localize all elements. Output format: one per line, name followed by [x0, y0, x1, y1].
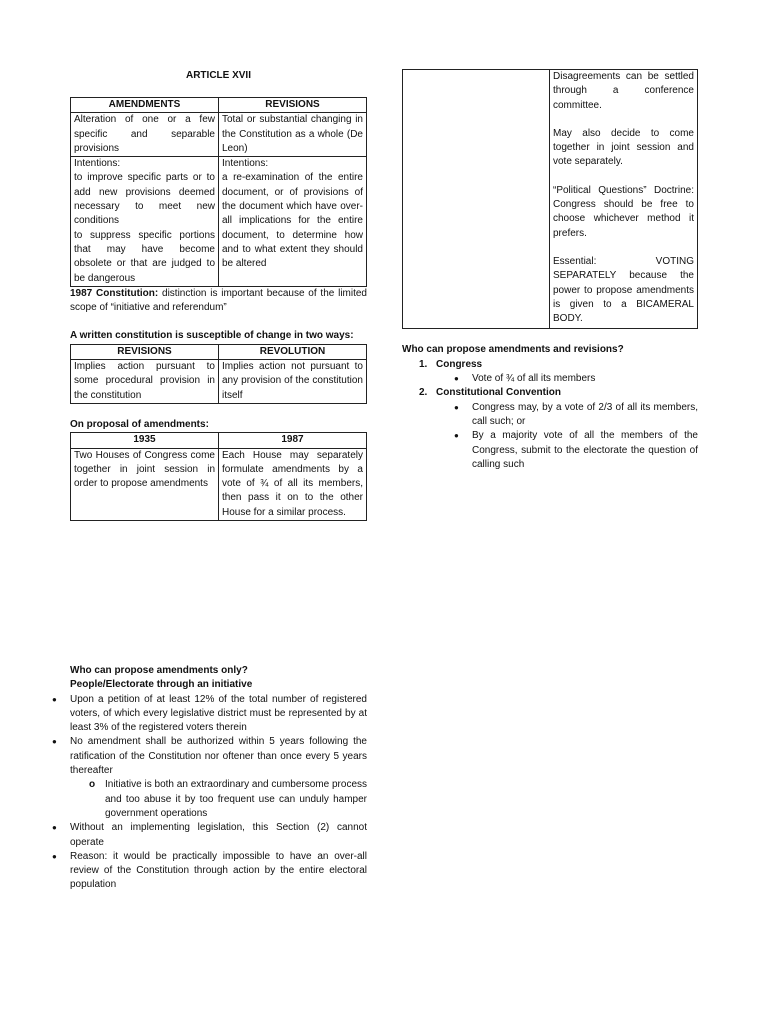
continuation-table [402, 69, 698, 329]
table-cell: Total or substantial changing in the Constitution as a whole (De Leon) [219, 113, 367, 157]
cell-text: Disagreements can be settled through a conference committee. [553, 71, 694, 111]
list-item: ● No amendment shall be authorized within 5 years following the ratification of the Constitution nor oftener than once every 5 years thereafter [17, 735, 367, 778]
table-header: REVISIONS [71, 344, 219, 359]
left-column-top [70, 97, 367, 521]
proposal-heading: On proposal of amendments: [70, 418, 209, 430]
intentions-label: Intentions: [222, 158, 269, 170]
list-item [402, 386, 698, 400]
table-cell: Implies action not pursuant to any provision of the constitution itself [219, 360, 367, 404]
proposer-list [402, 358, 698, 472]
cell-text: “Political Questions” Doctrine: Congress should be free to choose whichever method it prefers. [553, 184, 694, 239]
sub-list-item: ● By a majority vote of all the members of the Congress, submit to the electorate the question of calling such [402, 429, 698, 472]
list-item: ● Without an implementing legislation, this Section (2) cannot operate [17, 821, 367, 850]
left-column-bottom [70, 664, 367, 893]
amend-rev-heading: Who can propose amendments and revisions? [402, 344, 624, 356]
amendments-revisions-table [70, 97, 367, 287]
list-item [402, 358, 698, 372]
sub-list-item: ● Congress may, by a vote of 2/3 of all its members, call such; or [402, 401, 698, 430]
cell-text: May also decide to come together in joint session and vote separately. [553, 127, 694, 168]
item-label: Congress [436, 358, 483, 370]
table-cell: Alteration of one or a few specific and separable provisions [71, 113, 219, 157]
sub-list-item: ● Vote of ¾ of all its members [402, 372, 698, 386]
cell-text: a re-examination of the entire document, or of provisions of the document which have over-all implications for the entire document, to determine how and to what extent they should be altered [222, 172, 363, 270]
amend-only-subheading: People/Electorate through an initiative [70, 679, 253, 691]
table-cell [71, 157, 219, 287]
table-cell [219, 157, 367, 287]
empty-cell [403, 70, 550, 329]
note-1987-label: 1987 Constitution: [70, 287, 159, 299]
cell-text: Essential: VOTING SEPARATELY because the power to propose amendments is given to a BICAMERAL BODY. [553, 255, 694, 325]
table-header: REVOLUTION [219, 344, 367, 359]
revisions-revolution-table [70, 344, 367, 404]
sub-list-item: o Initiative is both an extraordinary and cumbersome process and too abuse it by too frequent use can unduly hamper government operations [17, 778, 367, 821]
list-item: ● Reason: it would be practically impossible to have an over-all review of the Constitution through action by the entire electoral population [17, 850, 367, 893]
item-number: 1. [419, 358, 428, 370]
note-1987-text: distinction is important because of the limited scope of “initiative and referendum” [70, 287, 367, 314]
cell-text: to improve specific parts or to add new provisions deemed necessary to meet new conditions [74, 172, 215, 227]
right-column [402, 69, 698, 472]
table-cell: Each House may separately formulate amendments by a vote of ¾ of all its members, then pass it on to the other House for a similar process. [219, 448, 367, 520]
table-header: 1935 [71, 433, 219, 448]
page-title: ARTICLE XVII [185, 70, 251, 81]
table-cell [550, 70, 698, 329]
table-header: REVISIONS [219, 98, 367, 113]
initiative-list [17, 693, 367, 893]
table-header: 1987 [219, 433, 367, 448]
cell-text: to suppress specific portions that may have become obsolete or that are judged to be dangerous [74, 229, 215, 284]
table-cell: Implies action pursuant to some procedural provision in the constitution [71, 360, 219, 404]
table-cell: Two Houses of Congress come together in joint session in order to propose amendments [71, 448, 219, 520]
table-header: AMENDMENTS [71, 98, 219, 113]
proposal-table [70, 432, 367, 521]
intentions-label: Intentions: [74, 158, 121, 170]
amend-only-heading: Who can propose amendments only? [70, 665, 248, 676]
change-heading: A written constitution is susceptible of change in two ways: [70, 330, 354, 342]
note-1987 [70, 287, 367, 316]
list-item: ● Upon a petition of at least 12% of the total number of registered voters, of which every legislative district must be represented by at least 3% of the registered voters therein [17, 693, 367, 736]
item-label: Constitutional Convention [436, 387, 561, 399]
item-number: 2. [419, 387, 428, 399]
